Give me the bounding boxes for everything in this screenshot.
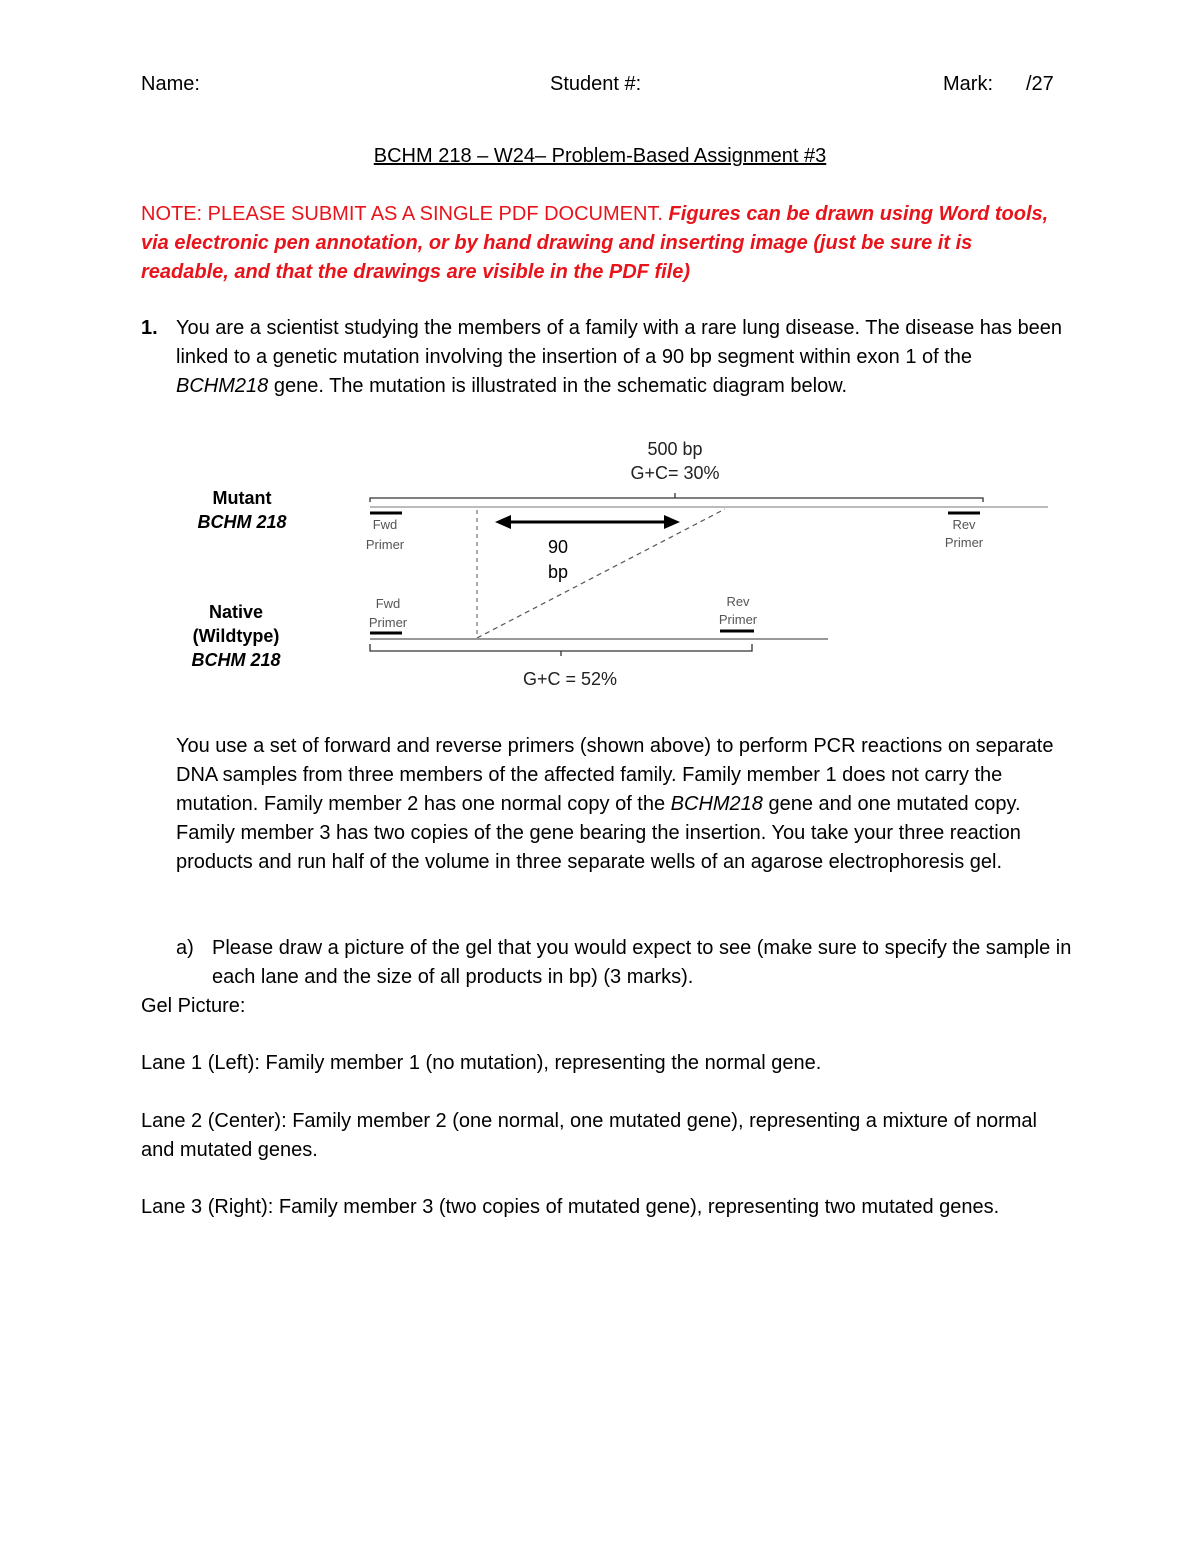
mutant-primer-label: Primer xyxy=(365,537,405,552)
bottom-bracket xyxy=(370,644,752,656)
part-a-text: Please draw a picture of the gel that you would expect to see (make sure to specify the sample in each lane and the size of all products in bp) (3 marks). xyxy=(212,937,1072,988)
insertion-diagonal-dashed xyxy=(477,509,725,638)
native-label: Native xyxy=(208,602,264,622)
gel-picture-label: Gel Picture: xyxy=(141,995,246,1017)
wildtype-label: (Wildtype) xyxy=(192,626,280,646)
name-label: Name: xyxy=(141,73,200,95)
top-bracket xyxy=(370,493,983,502)
top-size-label: 500 bp xyxy=(647,439,703,459)
note-bold: NOTE: PLEASE SUBMIT AS A SINGLE PDF DOCUMENT. xyxy=(141,203,663,225)
insertion-size-unit: bp xyxy=(547,562,569,582)
insertion-arrow-left-head xyxy=(495,515,511,529)
native-gene-label: BCHM 218 xyxy=(191,650,281,670)
page-title: BCHM 218 – W24– Problem-Based Assignment #3 xyxy=(373,145,827,167)
native-primer-label: Primer xyxy=(368,615,408,630)
mark-total: /27 xyxy=(1026,73,1054,95)
gene-name: BCHM218 xyxy=(176,375,269,397)
mutant-gene-label: BCHM 218 xyxy=(197,512,287,532)
bottom-gc-label: G+C = 52% xyxy=(522,669,618,689)
mutant-fwd-label: Fwd xyxy=(372,517,398,532)
question-intro: You are a scientist studying the members of a family with a rare lung disease. The disease has been linked to a genetic mutation involving the insertion of a 90 bp segment within exon 1 of the BCHM218 gene. The mutation is illustrated in the schematic diagram below. xyxy=(176,317,1063,397)
mutant-label: Mutant xyxy=(212,488,272,508)
lane-2-answer: Lane 2 (Center): Family member 2 (one normal, one mutated gene), representing a mixture of normal and mutated genes. xyxy=(141,1110,1037,1161)
question-body: You use a set of forward and reverse primers (shown above) to perform PCR reactions on separate DNA samples from three members of the affected family. Family member 1 does not carry the mutation. Family member 2 has one normal copy of the BCHM218 gene and one mutated copy. Family member 3 has two copies of the gene bearing the insertion. You take your three reaction products and run half of the volume in three separate wells of an agarose electrophoresis gel. xyxy=(176,735,1054,873)
mutant-rev-primer-label: Primer xyxy=(944,535,984,550)
mark-label: Mark: xyxy=(943,73,993,95)
gene-name: BCHM218 xyxy=(670,793,763,815)
mutation-schematic xyxy=(180,430,1060,700)
lane-1-answer: Lane 1 (Left): Family member 1 (no mutation), representing the normal gene. xyxy=(141,1052,822,1074)
top-gc-label: G+C= 30% xyxy=(630,463,720,483)
insertion-size-label: 90 xyxy=(547,537,569,557)
lane-3-answer: Lane 3 (Right): Family member 3 (two copies of mutated gene), representing two mutated genes. xyxy=(141,1196,1000,1218)
mutant-rev-label: Rev xyxy=(952,517,976,532)
native-fwd-label: Fwd xyxy=(375,596,401,611)
question-number: 1. xyxy=(141,317,158,339)
student-number-label: Student #: xyxy=(550,73,642,95)
native-rev-label: Rev xyxy=(726,594,750,609)
insertion-arrow-right-head xyxy=(664,515,680,529)
submission-note xyxy=(141,200,1061,287)
native-rev-primer-label: Primer xyxy=(718,612,758,627)
part-a-label: a) xyxy=(176,937,194,959)
note-italic: Figures can be drawn using Word tools, via electronic pen annotation, or by hand drawing and inserting image (just be sure it is readable, and that the drawings are visible in the PDF file) xyxy=(141,203,1049,283)
